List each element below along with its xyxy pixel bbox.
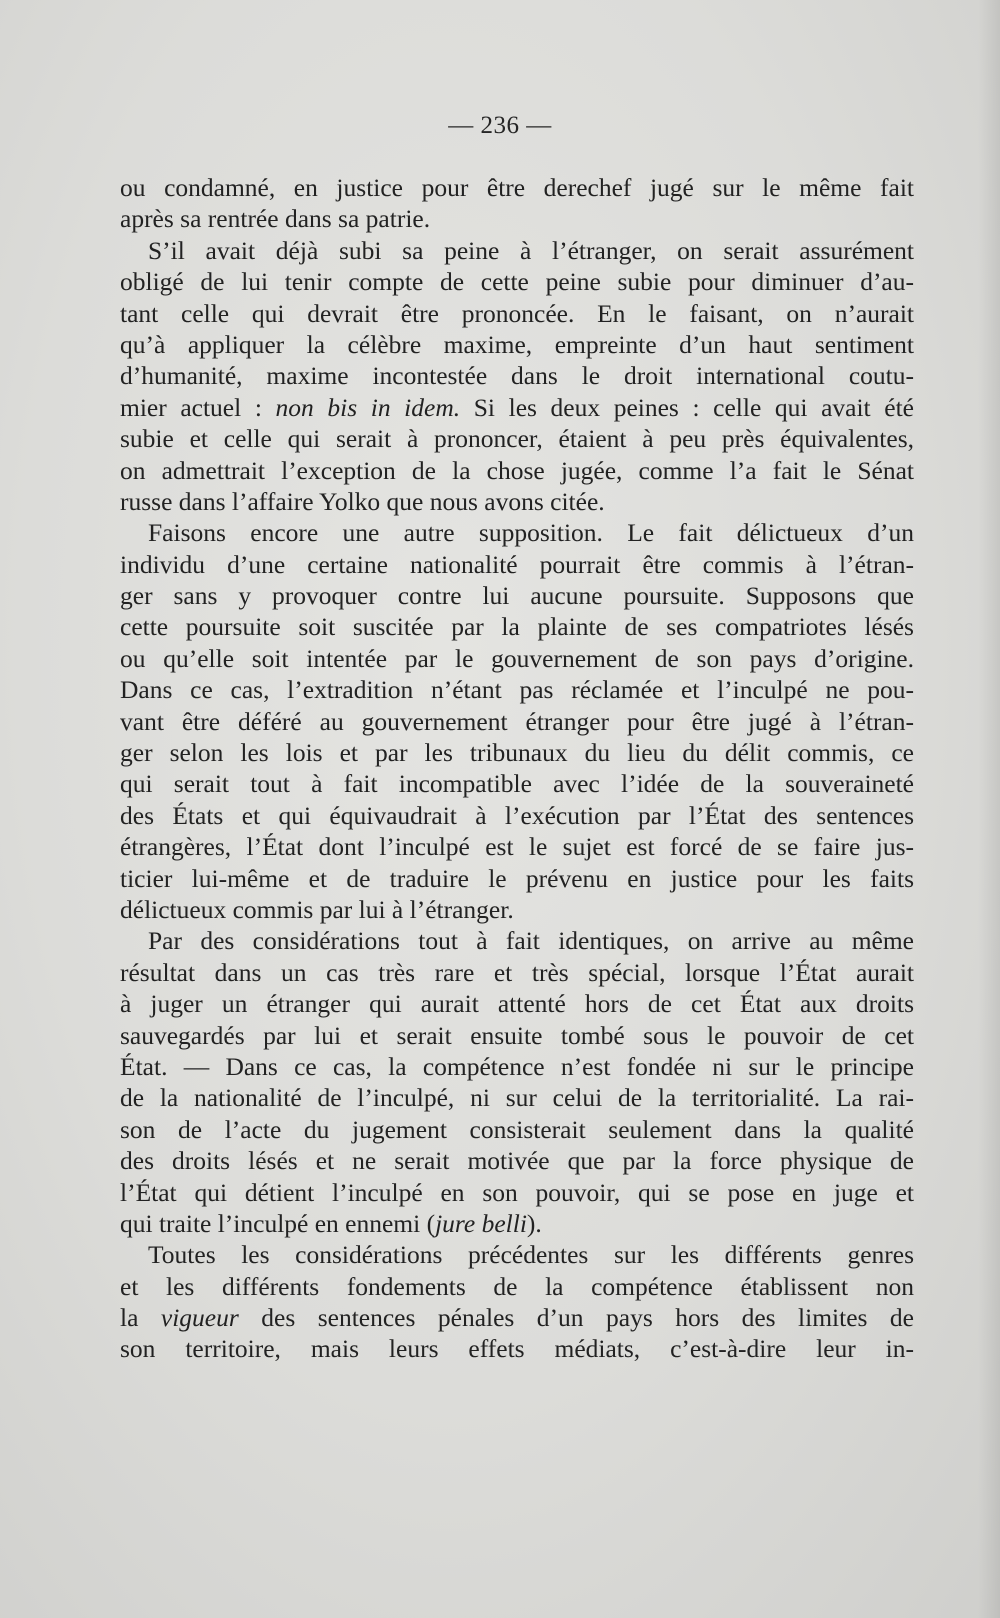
text-line: cette poursuite soit suscitée par la plainte de ses compatriotes lésés <box>120 612 914 642</box>
text-line: après sa rentrée dans sa patrie. <box>120 204 431 234</box>
text-line: des droits lésés et ne serait motivée que par la force physique de <box>120 1146 914 1176</box>
text-line: et les différents fondements de la compétence établissent non <box>120 1271 914 1301</box>
text-line: ger selon les lois et par les tribunaux du lieu du délit commis, ce <box>120 738 914 768</box>
text-line: russe dans l’affaire Yolko que nous avons citée. <box>120 486 605 516</box>
italic-phrase: jure belli <box>435 1208 527 1238</box>
text-line: sauvegardés par lui et serait ensuite tombé sous le pouvoir de cet <box>120 1020 914 1050</box>
text-line: tant celle qui devrait être prononcée. En le faisant, on n’aurait <box>120 298 914 328</box>
text-line: de la nationalité de l’inculpé, ni sur celui de la territorialité. La rai- <box>120 1083 914 1113</box>
text-line <box>120 1208 914 1239</box>
text-line: subie et celle qui serait à prononcer, étaient à peu près équivalentes, <box>120 424 914 454</box>
text-line: résultat dans un cas très rare et très spécial, lorsque l’État aurait <box>120 957 914 987</box>
page-number: — 236 — <box>448 112 552 139</box>
text-line: l’État qui détient l’inculpé en son pouvoir, qui se pose en juge et <box>120 1177 914 1207</box>
text-line: d’humanité, maxime incontestée dans le droit international coutu- <box>120 361 914 391</box>
body-text <box>120 172 914 1365</box>
text-line: à juger un étranger qui aurait attenté hors de cet État aux droits <box>120 989 914 1019</box>
text-line: vant être déféré au gouvernement étranger pour être jugé à l’étran- <box>120 706 914 736</box>
italic-phrase: vigueur <box>160 1303 239 1333</box>
text-segment: qui traite l’inculpé en ennemi ( <box>120 1208 436 1238</box>
text-line: son territoire, mais leurs effets médiats, c’est-à-dire leur in- <box>120 1334 914 1364</box>
text-line: Dans ce cas, l’extradition n’étant pas réclamée et l’inculpé ne pou- <box>120 675 914 705</box>
page-edge-shadow <box>978 0 1000 1618</box>
text-line: ger sans y provoquer contre lui aucune poursuite. Supposons que <box>120 581 914 611</box>
text-segment: Si les deux peines : celle qui avait été <box>460 392 914 422</box>
italic-phrase: non bis in idem. <box>275 392 461 422</box>
text-line: on admettrait l’exception de la chose jugée, comme l’a fait le Sénat <box>120 455 914 485</box>
text-line: des États et qui équivaudrait à l’exécution par l’État des sentences <box>120 800 914 830</box>
text-segment: des sentences pénales d’un pays hors des limites de <box>238 1303 914 1333</box>
text-line: obligé de lui tenir compte de cette peine subie pour diminuer d’au- <box>120 267 914 297</box>
text-line: individu d’une certaine nationalité pourrait être commis à l’étran- <box>120 549 914 579</box>
text-line: délictueux commis par lui à l’étranger. <box>120 894 514 924</box>
text-line: ou condamné, en justice pour être derechef jugé sur le même fait <box>120 173 914 202</box>
text-line <box>120 392 914 423</box>
text-line: État. — Dans ce cas, la compétence n’est fondée ni sur le principe <box>120 1051 914 1081</box>
text-segment: ). <box>526 1208 542 1238</box>
text-line: ou qu’elle soit intentée par le gouvernement de son pays d’origine. <box>120 643 914 673</box>
text-line: ticier lui-même et de traduire le prévenu en justice pour les faits <box>120 863 914 893</box>
text-line: qui serait tout à fait incompatible avec l’idée de la souveraineté <box>120 769 914 799</box>
text-line <box>120 1302 914 1333</box>
text-line: Faisons encore une autre supposition. Le fait délictueux d’un <box>148 518 914 548</box>
text-line: Par des considérations tout à fait identiques, on arrive au même <box>148 926 914 956</box>
text-line: étrangères, l’État dont l’inculpé est le sujet est forcé de se faire jus- <box>120 832 914 862</box>
text-line: Toutes les considérations précédentes sur les différents genres <box>148 1240 914 1270</box>
text-line: S’il avait déjà subi sa peine à l’étranger, on serait assurément <box>148 235 914 265</box>
text-segment: mier actuel : <box>120 392 276 422</box>
text-segment: la <box>120 1303 161 1333</box>
text-line: son de l’acte du jugement consisterait seulement dans la qualité <box>120 1114 914 1144</box>
text-line: qu’à appliquer la célèbre maxime, empreinte d’un haut sentiment <box>120 329 914 359</box>
